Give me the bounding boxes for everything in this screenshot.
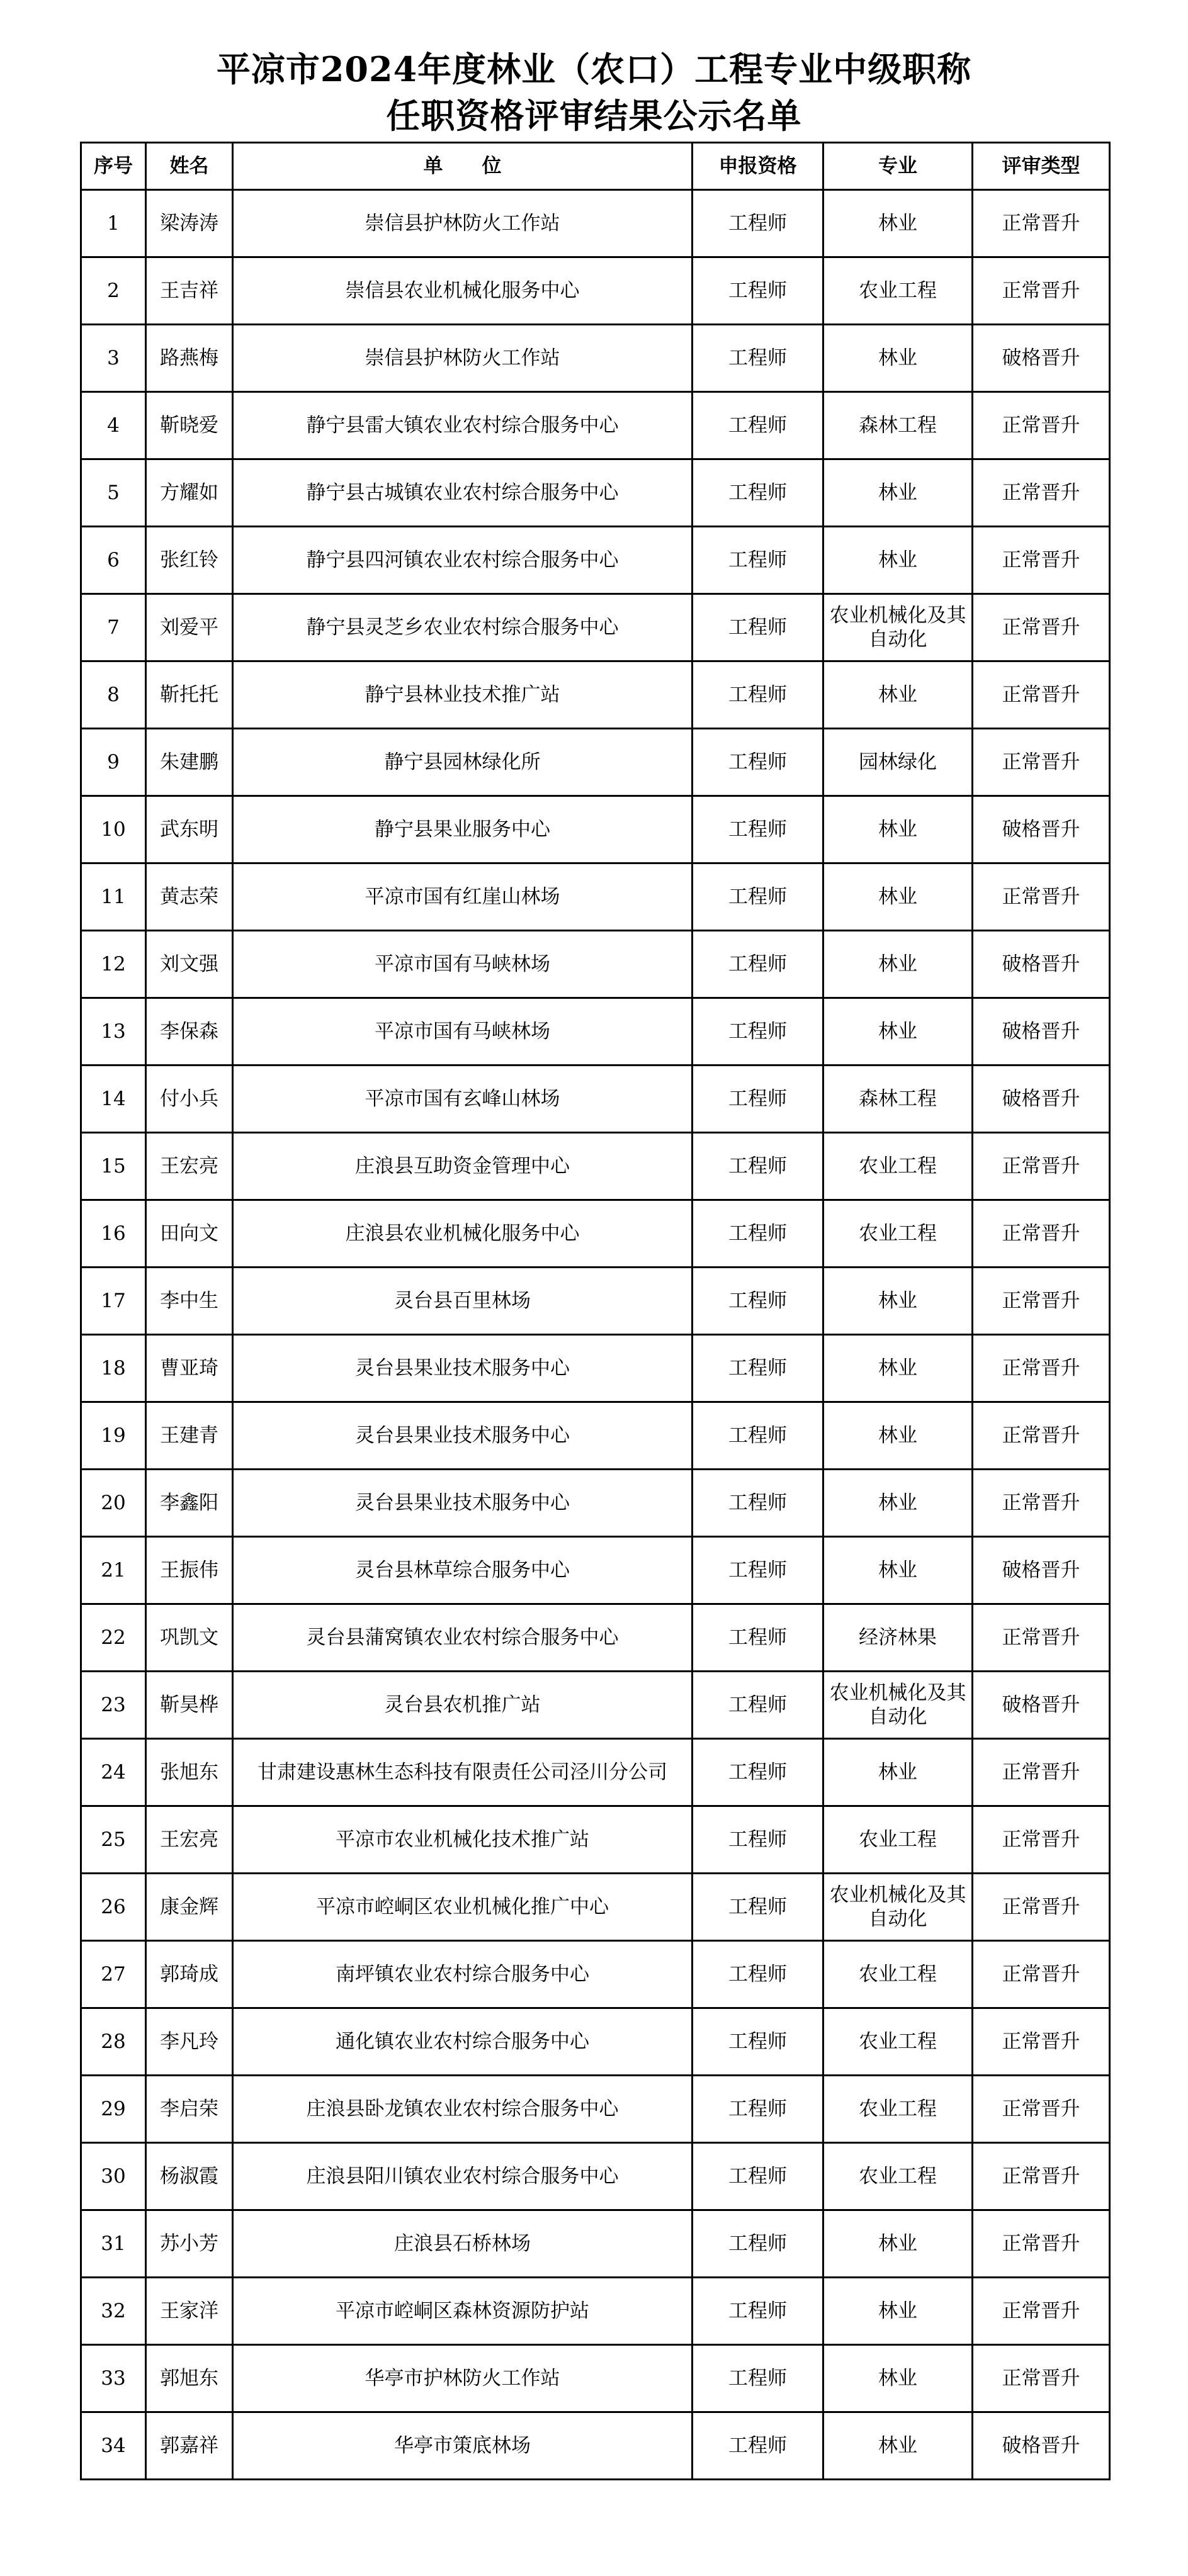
header-major: 专业	[823, 143, 973, 190]
table-row	[81, 2345, 1110, 2412]
cell-unit: 崇信县护林防火工作站	[233, 190, 693, 257]
table-row	[81, 1941, 1110, 2008]
cell-unit: 灵台县百里林场	[233, 1268, 693, 1335]
cell-qualification: 工程师	[693, 1739, 823, 1806]
table-row	[81, 1402, 1110, 1470]
cell-name: 张红铃	[146, 527, 233, 594]
cell-qualification: 工程师	[693, 863, 823, 931]
header-review-type: 评审类型	[973, 143, 1110, 190]
cell-qualification: 工程师	[693, 325, 823, 392]
cell-unit: 华亭市护林防火工作站	[233, 2345, 693, 2412]
cell-index: 24	[81, 1739, 146, 1806]
cell-name: 曹亚琦	[146, 1335, 233, 1402]
cell-major: 森林工程	[823, 392, 973, 459]
cell-review-type: 正常晋升	[973, 1133, 1110, 1200]
cell-review-type: 破格晋升	[973, 1672, 1110, 1739]
cell-major: 农业工程	[823, 1941, 973, 2008]
cell-unit: 华亭市策底林场	[233, 2412, 693, 2480]
header-unit: 单 位	[233, 143, 693, 190]
cell-review-type: 破格晋升	[973, 1537, 1110, 1604]
table-header-row	[81, 143, 1110, 190]
cell-major: 林业	[823, 931, 973, 998]
table-row	[81, 1335, 1110, 1402]
cell-qualification: 工程师	[693, 1402, 823, 1470]
cell-unit: 静宁县果业服务中心	[233, 796, 693, 863]
cell-index: 30	[81, 2143, 146, 2210]
cell-name: 靳昊桦	[146, 1672, 233, 1739]
cell-major: 农业工程	[823, 1806, 973, 1874]
header-index: 序号	[81, 143, 146, 190]
cell-name: 武东明	[146, 796, 233, 863]
cell-review-type: 破格晋升	[973, 796, 1110, 863]
cell-qualification: 工程师	[693, 2008, 823, 2076]
cell-index: 11	[81, 863, 146, 931]
cell-unit: 灵台县果业技术服务中心	[233, 1402, 693, 1470]
cell-major: 林业	[823, 527, 973, 594]
cell-review-type: 正常晋升	[973, 1200, 1110, 1268]
cell-review-type: 正常晋升	[973, 1874, 1110, 1941]
cell-review-type: 正常晋升	[973, 257, 1110, 325]
cell-review-type: 正常晋升	[973, 661, 1110, 729]
cell-index: 20	[81, 1470, 146, 1537]
cell-name: 王宏亮	[146, 1806, 233, 1874]
cell-index: 9	[81, 729, 146, 796]
cell-unit: 静宁县四河镇农业农村综合服务中心	[233, 527, 693, 594]
cell-index: 25	[81, 1806, 146, 1874]
cell-index: 5	[81, 459, 146, 527]
cell-unit: 平凉市崆峒区农业机械化推广中心	[233, 1874, 693, 1941]
cell-major: 林业	[823, 325, 973, 392]
cell-name: 李保森	[146, 998, 233, 1066]
cell-name: 刘爱平	[146, 594, 233, 661]
cell-unit: 庄浪县阳川镇农业农村综合服务中心	[233, 2143, 693, 2210]
cell-review-type: 正常晋升	[973, 392, 1110, 459]
cell-qualification: 工程师	[693, 931, 823, 998]
cell-index: 18	[81, 1335, 146, 1402]
cell-qualification: 工程师	[693, 1470, 823, 1537]
cell-name: 郭嘉祥	[146, 2412, 233, 2480]
header-qualification: 申报资格	[693, 143, 823, 190]
table-row	[81, 2143, 1110, 2210]
cell-index: 33	[81, 2345, 146, 2412]
cell-major: 林业	[823, 459, 973, 527]
cell-index: 32	[81, 2278, 146, 2345]
cell-index: 16	[81, 1200, 146, 1268]
cell-unit: 庄浪县互助资金管理中心	[233, 1133, 693, 1200]
table-row	[81, 1470, 1110, 1537]
table-row	[81, 1268, 1110, 1335]
table-row	[81, 1739, 1110, 1806]
cell-major: 林业	[823, 1335, 973, 1402]
cell-index: 2	[81, 257, 146, 325]
cell-index: 14	[81, 1066, 146, 1133]
cell-unit: 庄浪县卧龙镇农业农村综合服务中心	[233, 2076, 693, 2143]
table-row	[81, 998, 1110, 1066]
table-row	[81, 325, 1110, 392]
table-row	[81, 2278, 1110, 2345]
cell-unit: 崇信县护林防火工作站	[233, 325, 693, 392]
cell-name: 朱建鹏	[146, 729, 233, 796]
cell-review-type: 正常晋升	[973, 2345, 1110, 2412]
cell-name: 张旭东	[146, 1739, 233, 1806]
cell-qualification: 工程师	[693, 527, 823, 594]
cell-major: 农业工程	[823, 2076, 973, 2143]
cell-qualification: 工程师	[693, 661, 823, 729]
cell-qualification: 工程师	[693, 2278, 823, 2345]
cell-name: 靳托托	[146, 661, 233, 729]
cell-unit: 静宁县古城镇农业农村综合服务中心	[233, 459, 693, 527]
cell-name: 梁涛涛	[146, 190, 233, 257]
cell-index: 12	[81, 931, 146, 998]
cell-major: 农业工程	[823, 1133, 973, 1200]
cell-review-type: 正常晋升	[973, 1470, 1110, 1537]
cell-review-type: 正常晋升	[973, 1402, 1110, 1470]
cell-unit: 甘肃建设惠林生态科技有限责任公司泾川分公司	[233, 1739, 693, 1806]
cell-unit: 南坪镇农业农村综合服务中心	[233, 1941, 693, 2008]
cell-qualification: 工程师	[693, 1874, 823, 1941]
table-row	[81, 1672, 1110, 1739]
cell-qualification: 工程师	[693, 257, 823, 325]
table-row	[81, 1874, 1110, 1941]
cell-index: 19	[81, 1402, 146, 1470]
cell-qualification: 工程师	[693, 2210, 823, 2278]
table-row	[81, 2008, 1110, 2076]
table-row	[81, 2076, 1110, 2143]
cell-review-type: 正常晋升	[973, 2278, 1110, 2345]
cell-qualification: 工程师	[693, 1066, 823, 1133]
cell-major: 林业	[823, 1537, 973, 1604]
cell-qualification: 工程师	[693, 190, 823, 257]
table-row	[81, 1604, 1110, 1672]
cell-review-type: 破格晋升	[973, 998, 1110, 1066]
cell-qualification: 工程师	[693, 1604, 823, 1672]
cell-major: 林业	[823, 1470, 973, 1537]
cell-qualification: 工程师	[693, 1672, 823, 1739]
cell-qualification: 工程师	[693, 1537, 823, 1604]
cell-review-type: 正常晋升	[973, 459, 1110, 527]
cell-review-type: 正常晋升	[973, 729, 1110, 796]
cell-index: 34	[81, 2412, 146, 2480]
cell-qualification: 工程师	[693, 1133, 823, 1200]
cell-index: 1	[81, 190, 146, 257]
cell-review-type: 破格晋升	[973, 325, 1110, 392]
cell-index: 6	[81, 527, 146, 594]
cell-review-type: 正常晋升	[973, 1941, 1110, 2008]
cell-qualification: 工程师	[693, 1200, 823, 1268]
cell-unit: 平凉市国有马峡林场	[233, 931, 693, 998]
cell-qualification: 工程师	[693, 1268, 823, 1335]
table-row	[81, 594, 1110, 661]
cell-major: 林业	[823, 796, 973, 863]
cell-review-type: 正常晋升	[973, 1806, 1110, 1874]
cell-unit: 静宁县雷大镇农业农村综合服务中心	[233, 392, 693, 459]
cell-index: 21	[81, 1537, 146, 1604]
table-row	[81, 729, 1110, 796]
cell-qualification: 工程师	[693, 2412, 823, 2480]
cell-major: 林业	[823, 1402, 973, 1470]
cell-qualification: 工程师	[693, 796, 823, 863]
cell-name: 王建青	[146, 1402, 233, 1470]
cell-name: 付小兵	[146, 1066, 233, 1133]
table-row	[81, 796, 1110, 863]
cell-index: 17	[81, 1268, 146, 1335]
cell-qualification: 工程师	[693, 2345, 823, 2412]
cell-review-type: 破格晋升	[973, 2412, 1110, 2480]
table-row	[81, 2412, 1110, 2480]
cell-index: 3	[81, 325, 146, 392]
cell-major: 农业机械化及其自动化	[823, 594, 973, 661]
cell-index: 31	[81, 2210, 146, 2278]
cell-name: 田向文	[146, 1200, 233, 1268]
cell-name: 李凡玲	[146, 2008, 233, 2076]
cell-unit: 平凉市国有玄峰山林场	[233, 1066, 693, 1133]
cell-major: 农业机械化及其自动化	[823, 1874, 973, 1941]
cell-name: 路燕梅	[146, 325, 233, 392]
cell-name: 王振伟	[146, 1537, 233, 1604]
cell-name: 郭旭东	[146, 2345, 233, 2412]
cell-qualification: 工程师	[693, 998, 823, 1066]
table-row	[81, 931, 1110, 998]
page-subtitle: 任职资格评审结果公示名单	[386, 96, 802, 136]
cell-unit: 灵台县蒲窝镇农业农村综合服务中心	[233, 1604, 693, 1672]
cell-unit: 静宁县园林绿化所	[233, 729, 693, 796]
cell-unit: 静宁县灵芝乡农业农村综合服务中心	[233, 594, 693, 661]
cell-index: 4	[81, 392, 146, 459]
results-table	[80, 142, 1111, 2480]
table-row	[81, 1066, 1110, 1133]
cell-major: 农业机械化及其自动化	[823, 1672, 973, 1739]
cell-review-type: 正常晋升	[973, 527, 1110, 594]
cell-unit: 平凉市农业机械化技术推广站	[233, 1806, 693, 1874]
cell-qualification: 工程师	[693, 729, 823, 796]
cell-review-type: 破格晋升	[973, 1066, 1110, 1133]
cell-index: 13	[81, 998, 146, 1066]
cell-name: 靳晓爱	[146, 392, 233, 459]
cell-name: 刘文强	[146, 931, 233, 998]
cell-unit: 灵台县果业技术服务中心	[233, 1335, 693, 1402]
cell-review-type: 正常晋升	[973, 2076, 1110, 2143]
table-row	[81, 257, 1110, 325]
table-row	[81, 2210, 1110, 2278]
cell-qualification: 工程师	[693, 2076, 823, 2143]
cell-index: 15	[81, 1133, 146, 1200]
cell-qualification: 工程师	[693, 594, 823, 661]
cell-unit: 灵台县林草综合服务中心	[233, 1537, 693, 1604]
table-row	[81, 1806, 1110, 1874]
cell-major: 林业	[823, 2278, 973, 2345]
cell-unit: 通化镇农业农村综合服务中心	[233, 2008, 693, 2076]
cell-qualification: 工程师	[693, 459, 823, 527]
cell-major: 农业工程	[823, 1200, 973, 1268]
table-row	[81, 459, 1110, 527]
cell-name: 王宏亮	[146, 1133, 233, 1200]
cell-review-type: 正常晋升	[973, 1604, 1110, 1672]
cell-major: 森林工程	[823, 1066, 973, 1133]
cell-index: 23	[81, 1672, 146, 1739]
cell-major: 林业	[823, 2345, 973, 2412]
cell-major: 林业	[823, 998, 973, 1066]
cell-name: 李启荣	[146, 2076, 233, 2143]
cell-unit: 灵台县农机推广站	[233, 1672, 693, 1739]
table-row	[81, 190, 1110, 257]
table-row	[81, 661, 1110, 729]
cell-major: 林业	[823, 661, 973, 729]
cell-major: 经济林果	[823, 1604, 973, 1672]
cell-qualification: 工程师	[693, 2143, 823, 2210]
cell-unit: 平凉市崆峒区森林资源防护站	[233, 2278, 693, 2345]
cell-unit: 平凉市国有红崖山林场	[233, 863, 693, 931]
cell-major: 农业工程	[823, 2008, 973, 2076]
cell-unit: 灵台县果业技术服务中心	[233, 1470, 693, 1537]
cell-major: 林业	[823, 2412, 973, 2480]
cell-index: 29	[81, 2076, 146, 2143]
cell-review-type: 正常晋升	[973, 1268, 1110, 1335]
cell-index: 22	[81, 1604, 146, 1672]
cell-major: 农业工程	[823, 2143, 973, 2210]
cell-index: 26	[81, 1874, 146, 1941]
header-name: 姓名	[146, 143, 233, 190]
cell-major: 农业工程	[823, 257, 973, 325]
cell-name: 杨淑霞	[146, 2143, 233, 2210]
cell-index: 8	[81, 661, 146, 729]
cell-name: 李中生	[146, 1268, 233, 1335]
page-title: 平凉市2024年度林业（农口）工程专业中级职称	[216, 49, 972, 89]
cell-review-type: 正常晋升	[973, 190, 1110, 257]
cell-name: 王家洋	[146, 2278, 233, 2345]
cell-index: 27	[81, 1941, 146, 2008]
cell-major: 林业	[823, 1268, 973, 1335]
cell-major: 林业	[823, 863, 973, 931]
table-row	[81, 863, 1110, 931]
cell-review-type: 正常晋升	[973, 2008, 1110, 2076]
cell-major: 园林绿化	[823, 729, 973, 796]
cell-unit: 平凉市国有马峡林场	[233, 998, 693, 1066]
cell-review-type: 正常晋升	[973, 1739, 1110, 1806]
table-row	[81, 1537, 1110, 1604]
cell-qualification: 工程师	[693, 392, 823, 459]
cell-review-type: 正常晋升	[973, 863, 1110, 931]
cell-review-type: 正常晋升	[973, 1335, 1110, 1402]
cell-name: 方耀如	[146, 459, 233, 527]
cell-qualification: 工程师	[693, 1806, 823, 1874]
cell-review-type: 正常晋升	[973, 594, 1110, 661]
table-row	[81, 1133, 1110, 1200]
cell-review-type: 正常晋升	[973, 2143, 1110, 2210]
table-body	[81, 190, 1110, 2480]
cell-name: 康金辉	[146, 1874, 233, 1941]
cell-name: 郭琦成	[146, 1941, 233, 2008]
cell-unit: 庄浪县农业机械化服务中心	[233, 1200, 693, 1268]
cell-index: 7	[81, 594, 146, 661]
cell-index: 28	[81, 2008, 146, 2076]
cell-major: 林业	[823, 1739, 973, 1806]
cell-name: 苏小芳	[146, 2210, 233, 2278]
cell-index: 10	[81, 796, 146, 863]
cell-name: 黄志荣	[146, 863, 233, 931]
cell-major: 林业	[823, 2210, 973, 2278]
cell-name: 王吉祥	[146, 257, 233, 325]
cell-unit: 庄浪县石桥林场	[233, 2210, 693, 2278]
cell-major: 林业	[823, 190, 973, 257]
cell-name: 巩凯文	[146, 1604, 233, 1672]
cell-unit: 静宁县林业技术推广站	[233, 661, 693, 729]
cell-qualification: 工程师	[693, 1941, 823, 2008]
table-row	[81, 527, 1110, 594]
cell-review-type: 破格晋升	[973, 931, 1110, 998]
cell-qualification: 工程师	[693, 1335, 823, 1402]
table-row	[81, 1200, 1110, 1268]
table-row	[81, 392, 1110, 459]
cell-unit: 崇信县农业机械化服务中心	[233, 257, 693, 325]
cell-name: 李鑫阳	[146, 1470, 233, 1537]
cell-review-type: 正常晋升	[973, 2210, 1110, 2278]
